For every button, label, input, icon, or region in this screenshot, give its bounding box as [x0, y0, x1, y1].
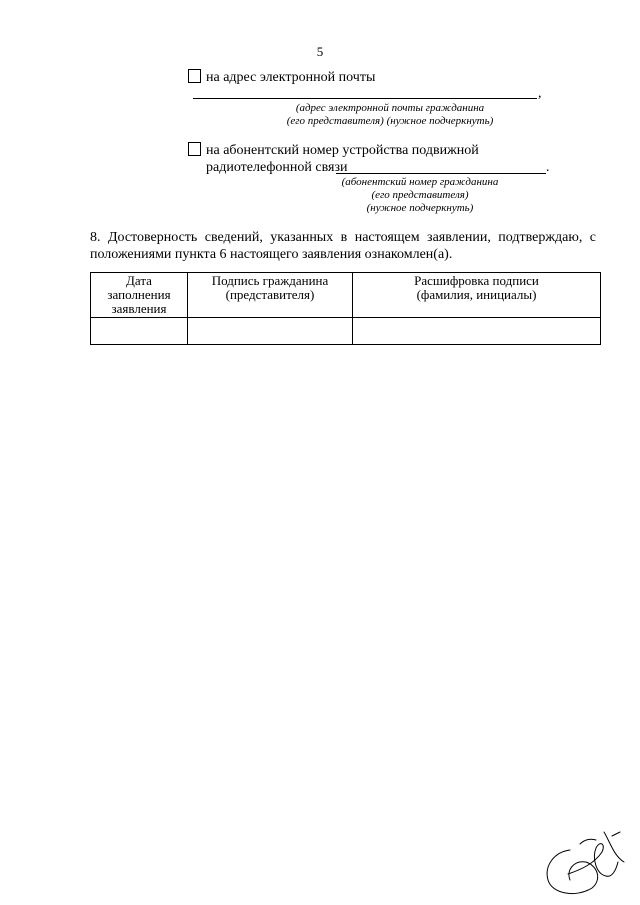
header-signature-line2: (представителя) [225, 287, 315, 302]
email-address-line[interactable] [193, 98, 537, 99]
header-decryption [353, 273, 601, 318]
email-checkbox[interactable] [188, 69, 201, 83]
table-header-row [91, 273, 601, 318]
header-date-line2: заполнения [107, 287, 171, 302]
header-date [91, 273, 188, 318]
header-date-line3: заявления [111, 301, 167, 316]
clause-8-line1: 8. Достоверность сведений, указанных в настоящем заявлении, подтверждаю, с [90, 230, 596, 245]
email-option [188, 69, 375, 86]
handwritten-signature [540, 822, 630, 900]
phone-caption-line2: (его представителя) [371, 189, 469, 201]
phone-option-label-line2: радиотелефонной связи [206, 160, 348, 175]
header-decryption-line1: Расшифровка подписи [414, 273, 539, 288]
date-cell[interactable] [91, 318, 188, 345]
header-signature-line1: Подпись гражданина [211, 273, 329, 288]
phone-checkbox[interactable] [188, 142, 201, 156]
page-number: 5 [316, 44, 324, 59]
decryption-cell[interactable] [353, 318, 601, 345]
signature-cell[interactable] [188, 318, 353, 345]
email-caption-line2: (его представителя) (нужное подчеркнуть) [286, 115, 494, 127]
header-date-line1: Дата [126, 273, 152, 288]
email-caption-line1: (адрес электронной почты гражданина [295, 102, 485, 114]
phone-number-line[interactable] [336, 173, 546, 174]
phone-caption-line3: (нужное подчеркнуть) [366, 202, 474, 214]
signature-table [90, 272, 601, 345]
phone-option [188, 142, 479, 159]
email-line-comma: , [538, 86, 542, 101]
table-input-row [91, 318, 601, 345]
phone-line-dot: . [546, 160, 550, 175]
phone-caption-line1: (абонентский номер гражданина [341, 176, 499, 188]
header-signature [188, 273, 353, 318]
email-option-label: на адрес электронной почты [206, 70, 376, 85]
clause-8-line2: положениями пункта 6 настоящего заявления ознакомлен(а). [90, 247, 453, 262]
header-decryption-line2: (фамилия, инициалы) [416, 287, 537, 302]
phone-option-label-line1: на абонентский номер устройства подвижной [206, 143, 479, 158]
